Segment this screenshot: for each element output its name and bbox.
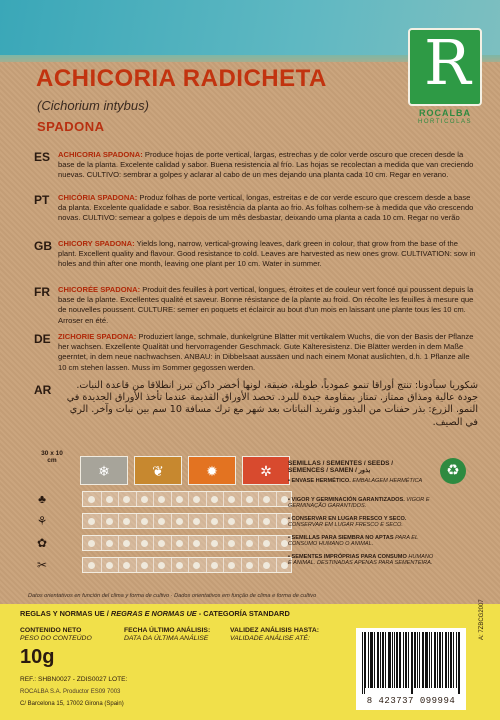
variety-name: SPADONA: [37, 119, 105, 134]
rocalba-logo: [408, 28, 482, 106]
month-dot: [263, 496, 270, 503]
month-dot: [106, 518, 113, 525]
leaf-icon: ❦: [152, 463, 164, 479]
month-dot: [106, 540, 113, 547]
month-dot: [263, 540, 270, 547]
language-text: CHICÓRIA SPADONA: Produz folhas de porte vertical, longas, estreitas e de cor verde escuro que crescem desde a base da planta. Excelente qualidade e sabor. Boa resistência da planta ao frio. As folhas colhem-se à medida que vão crescendo novas. CULTIVO: semear a golpes e depois de um mês desbastar, deixando uma planta a cada 10 cm. Regar no verão: [58, 193, 474, 223]
scientific-name: (Cichorium intybus): [37, 98, 149, 113]
language-code: GB: [34, 239, 52, 253]
barcode-number: 8 423737 099994: [366, 696, 456, 706]
footnote: Datos orientativos en función del clima y forma de cultivo · Dados orientativos em função de clima e forma de cultivo: [28, 593, 317, 599]
month-dot: [193, 496, 200, 503]
month-dot: [141, 562, 148, 569]
month-dot: [158, 540, 165, 547]
month-dot: [88, 562, 95, 569]
month-dot: [246, 540, 253, 547]
barcode-bars: [362, 632, 460, 694]
brand-tagline: HORTICOLAS: [418, 119, 472, 125]
month-dot: [211, 540, 218, 547]
month-dot: [211, 518, 218, 525]
month-dot: [88, 540, 95, 547]
month-dot: [88, 518, 95, 525]
language-text: شكوريا سباَدونا: تنتج أوراقا تنمو عمودياً، طويلة، ضيقة، لونها أخضر داكن تبرز انطلاقا من قاعدة النبات. جودة عالية ومذاق ممتاز. تمتاز بمقاومة جيدة للبرد. تحصد الأوراق القديمة عندما تأخذ الأوراق الجديدة في النمو. الزرع: بذر حفنات من البذور وتفريد النباتات بعد شهر مع ترك مسافة 10 سم بين نبات وآخر. الري في الصيف.: [66, 380, 478, 428]
month-dot: [228, 518, 235, 525]
seed-note: • SEMILLAS PARA SIEMBRA NO APTAS PARA EL CONSUMO HUMANO O ANIMAL.: [288, 535, 419, 548]
direct-sow-icon: ✿: [36, 536, 48, 550]
season-autumn: [242, 456, 290, 485]
month-dot: [193, 540, 200, 547]
season-spring: [134, 456, 182, 485]
logo-letter: R: [424, 26, 471, 99]
month-dot: [281, 562, 288, 569]
language-code: FR: [34, 285, 50, 299]
calendar-months: [82, 535, 292, 551]
month-dot: [281, 496, 288, 503]
seeds-heading: SEMILLAS / SEMENTES / SEEDS / SEMENCES / SAMEN / بذور: [288, 460, 394, 474]
calendar-months: [82, 557, 292, 573]
calendar-row: [30, 513, 270, 531]
month-dot: [193, 562, 200, 569]
side-code: A: 7ZBCG2007: [479, 599, 485, 640]
month-dot: [123, 518, 130, 525]
harvest-icon: ✂: [36, 558, 48, 572]
barcode: [356, 628, 466, 710]
snowflake-icon: ❄: [98, 463, 110, 479]
spacing-label: 30 x 10 cm: [41, 450, 63, 464]
language-code: DE: [34, 332, 51, 346]
month-dot: [176, 562, 183, 569]
language-text: ACHICORIA SPADONA: Produce hojas de porte vertical, largas, estrechas y de color verde oscuro que crecen desde la base de la planta. Excelente calidad y sabor. Buena resistencia al frío. Las hojas se recolectan a medida que van creciendo nuevas. CULTIVO: sembrar a golpes y aclarar al cabo de un mes dejando una planta cada 10 cm. Regar en verano.: [58, 150, 474, 180]
month-dot: [158, 562, 165, 569]
month-dot: [123, 562, 130, 569]
month-dot: [281, 518, 288, 525]
month-dot: [246, 562, 253, 569]
month-dot: [123, 540, 130, 547]
last-analysis-label: FECHA ÚLTIMO ANÁLISIS: DATA DA ÚLTIMA ANÁLISE: [124, 627, 211, 642]
month-dot: [281, 540, 288, 547]
month-dot: [141, 496, 148, 503]
month-dot: [193, 518, 200, 525]
net-weight: 10g: [20, 646, 55, 668]
language-text: CHICORY SPADONA: Yields long, narrow, vertical-growing leaves, dark green in colour, that grow from the base of the plant. Excellent quality and flavour. Good resistance to cold. Leaves are harvested as new ones grow. CULTIVATION: sow in holes and thin after one month, leaving one plant per 10 cm. Water in summer.: [58, 239, 476, 269]
calendar-months: [82, 491, 292, 507]
month-dot: [246, 518, 253, 525]
month-dot: [141, 540, 148, 547]
net-content-label: CONTENIDO NETO PESO DO CONTEÚDO: [20, 627, 92, 642]
reference-lot: REF.: SHBN0027 - ZDIS0027 LOTE:: [20, 676, 128, 683]
maple-leaf-icon: ✲: [260, 463, 272, 479]
language-code: PT: [34, 193, 50, 207]
season-summer: [188, 456, 236, 485]
transplant-icon: ⚘: [36, 514, 48, 528]
month-dot: [123, 496, 130, 503]
month-dot: [228, 496, 235, 503]
brand-name: ROCALBA: [419, 108, 471, 118]
eu-rules: REGLAS Y NORMAS UE / REGRAS E NORMAS UE - CATEGORÍA STANDARD: [20, 609, 290, 618]
seed-note: • VIGOR Y GERMINACIÓN GARANTIZADOS. VIGOR E GERMINAÇÃO GARANTIDOS.: [288, 497, 430, 510]
month-dot: [211, 562, 218, 569]
month-dot: [246, 496, 253, 503]
season-winter: [80, 456, 128, 485]
month-dot: [106, 496, 113, 503]
month-dot: [176, 518, 183, 525]
month-dot: [141, 518, 148, 525]
language-code: AR: [34, 383, 52, 397]
language-text: CHICORÉE SPADONA: Produit des feuilles à port vertical, longues, étroites et de couleur vert foncé qui poussent depuis la base de la plante. Excellentes qualité et saveur. Bonne résistance de la plante au froid. On récolte les feuilles à mesure que de nouvelles poussent. CULTURE: semer en poquets et éclaircir au bout d'un mois en laissant une plante tous les 10 cm. Arroser en été.: [58, 285, 474, 325]
month-dot: [263, 518, 270, 525]
month-dot: [228, 562, 235, 569]
analysis-validity-label: VALIDEZ ANÁLISIS HASTA: VALIDADE ANÁLISE ATÉ:: [230, 627, 319, 642]
seed-note: • CONSERVAR EN LUGAR FRESCO Y SECO. CONSERVAR EM LUGAR FRESCO E SECO.: [288, 516, 407, 529]
month-dot: [158, 496, 165, 503]
product-title: ACHICORIA RADICHETA: [36, 65, 327, 92]
sun-icon: ✹: [206, 463, 218, 479]
seed-note: • ENVASE HERMÉTICO. EMBALAGEM HERMÉTICA: [288, 478, 423, 484]
month-dot: [106, 562, 113, 569]
month-dot: [176, 496, 183, 503]
month-dot: [88, 496, 95, 503]
calendar-months: [82, 513, 292, 529]
calendar-row: [30, 535, 270, 553]
month-dot: [158, 518, 165, 525]
language-code: ES: [34, 150, 51, 164]
month-dot: [228, 540, 235, 547]
seed-tray-icon: ♣: [38, 492, 46, 506]
month-dot: [263, 562, 270, 569]
calendar-row: [30, 557, 270, 575]
language-text: ZICHORIE SPADONA: Produziert lange, schmale, dunkelgrüne Blätter mit vertikalem Wuchs, die von der Basis der Pflanze her wachsen. Exzellente Qualität und hervorragender Geschmack. Gute Kälteresistenz. Die Blätter werden in dem Maße geerntet, in dem neue nachwachsen. ANBAU: in Dibbelsaat aussäen und nach einem Monat auslichten, d.h. 1 Pflanze alle 10 cm stehen lassen. Muss im Sommer gegossen werden.: [58, 332, 474, 372]
company-name: ROCALBA S.A. Productor ES09 7003: [20, 689, 121, 695]
month-dot: [211, 496, 218, 503]
seed-note: • SEMENTES IMPRÓPRIAS PARA CONSUMO HUMANO E ANIMAL. DESTINADAS APENAS PARA SEMENTEIRA.: [288, 554, 434, 567]
company-address: C/ Barcelona 15, 17002 Girona (Spain): [20, 701, 124, 707]
calendar-row: [30, 491, 270, 509]
green-dot-recycle-icon: ♻: [440, 458, 466, 484]
month-dot: [176, 540, 183, 547]
